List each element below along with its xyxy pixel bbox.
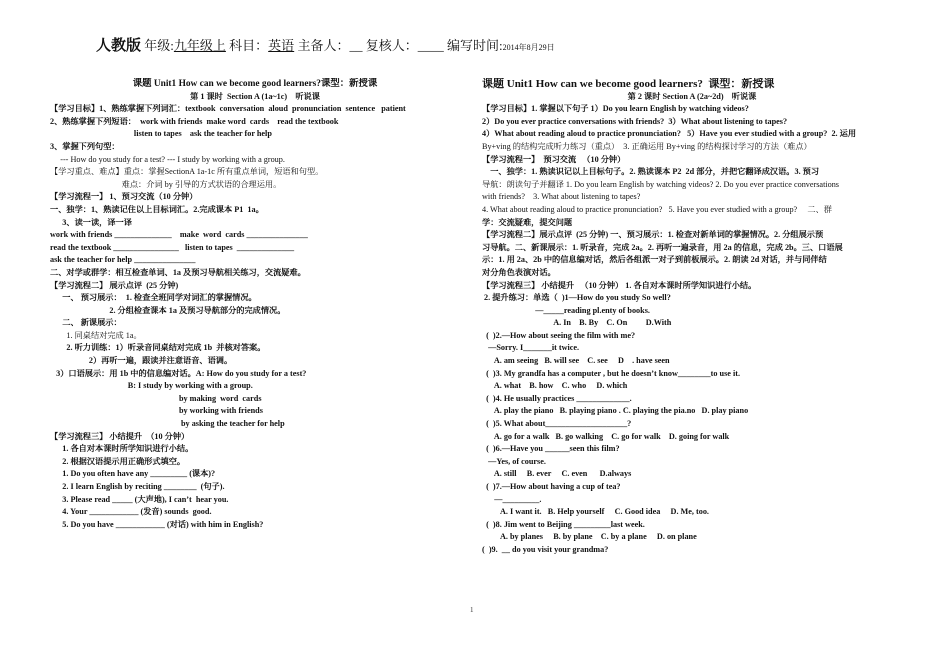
right-text-line: 导航：朗读句子并翻译 1. Do you learn English by watching videos? 2. Do you ever practice conversations [482,179,839,189]
right-text-line: 【学习目标】1. 掌握以下句子 1）Do you learn English by watching videos? [482,104,749,114]
right-text-line: 示：1. 用 2a、2b 中的信息编对话，然后各组派一对子到前板展示。2. 朗读 2d 对话，并与同伴结 [482,255,827,265]
left-text-line: 【学习重点、难点】重点：掌握SectionA 1a-1c 所有重点单词，短语和句型。 [50,167,324,177]
grade-value: 九年级上 [173,38,226,53]
time-value: 2014年8月29日 [502,43,555,52]
time-label: 编写时间: [443,38,503,53]
left-text-line: 【学习流程一】 1、预习交流（10 分钟） [50,192,198,202]
left-text-line: by asking the teacher for help [50,419,285,429]
left-text-line: 二、对学或群学：相互检查单词、1a 及预习导航相关练习，交流疑难。 [50,267,306,277]
right-text-line: 对分角色表演对话。 [482,267,556,277]
right-text-line: ( )6.—Have you ______seen this film? [482,444,620,454]
left-text-line: 5. Do you have ____________ (对话) with him in English? [50,519,264,529]
left-text-line: ask the teacher for help _______________ [50,255,196,265]
right-text-line: —_________. [482,494,542,504]
grade-label: 年级: [141,38,174,53]
right-text-line: A. what B. how C. who D. which [482,381,628,391]
left-text-line: 【学习流程二】 展示点评 (25 分钟) [50,280,179,290]
right-text-line: ( )7.—How about having a cup of tea? [482,482,621,491]
left-text-line: 4. Your ____________ (发音) sounds good. [50,507,212,517]
left-text-line: 2. 分组检查课本 1a 及预习导航部分的完成情况。 [50,305,286,315]
left-text-line: 【学习目标】1、熟练掌握下列词汇：textbook conversation aloud pronunciation sentence patient [50,104,406,114]
right-text-line: —_____reading pl.enty of books. [482,305,650,315]
page-number: 1 [470,606,474,614]
right-text-line: A. am seeing B. will see C. see D . have seen [482,356,670,366]
left-text-line: 二、 新课展示： [50,318,122,328]
review-blank: ____ [417,38,444,53]
review-label: 复核人： [362,38,418,53]
right-text-line: A. still B. ever C. even D.always [482,469,632,479]
left-text-line: 一、独学：1、熟读记住以上目标词汇。2.完成课本 P1 1a。 [50,204,264,214]
right-text-line: —Sorry. I_______it twice. [482,343,580,353]
subject-value: 英语 [268,38,295,53]
right-text-line: A. go for a walk B. go walking C. go for walk D. going for walk [482,431,730,441]
right-column [482,78,902,557]
left-text-line: 1. 同桌结对完成 1a。 [50,330,142,340]
left-text-line: 2. 根据汉语提示用正确形式填空。 [50,456,186,466]
right-text-line: 【学习流程三】 小结提升 （10 分钟） 1. 各自对本课时所学知识进行小结。 [482,280,757,290]
left-text-line: 第 1 课时 Section A (1a~1c) 听说课 [190,91,320,101]
left-text-line: 难点：介词 by 引导的方式状语的合理运用。 [50,179,282,189]
right-text-line: A. I want it. B. Help yourself C. Good idea D. Me, too. [482,507,709,517]
right-text-line: 2）Do you ever practice conversations with friends? 3）What about listening to tapes? [482,116,788,126]
right-text-line: —Yes, of course. [482,456,546,466]
left-text-line: 3）口语展示：用 1b 中的信息编对话。A: How do you study for a test? [50,368,307,378]
right-text-line: 习导航。二、新课展示：1. 听录音，完成 2a。2. 再听一遍录音，用 2a 的信息，完成 2b。三、口语展 [482,242,843,252]
left-text-line: 一、 预习展示： 1. 检查全班同学对词汇的掌握情况。 [50,293,257,303]
right-text-line: 2. 提升练习：单选（ )1—How do you study So well? [482,293,671,303]
left-text-line: read the textbook ________________ listen to tapes ______________ [50,242,295,252]
right-text-line: with friends? 3. What about listening to tapes? [482,192,641,202]
left-text-line: B: I study by working with a group. [50,381,253,391]
right-text-line: A. by planes B. by plane C. by a plane D. on plane [482,532,697,542]
left-text-line: 3. Please read _____ (大声地), I can’t hear you. [50,494,229,504]
left-column [50,78,460,531]
left-text-line: 2、熟练掌握下列短语： work with friends make word cards read the textbook [50,116,339,126]
subject-label: 科目： [225,38,269,53]
right-text-line: 课题 Unit1 How can we become good learners? 课型：新授课 [482,78,775,90]
left-text-line: by making word cards [50,393,262,403]
page-header [96,34,856,55]
right-text-line: ( )2.—How about seeing the film with me? [482,330,636,340]
left-text-line: 2. 听力训练：1）听录音同桌结对完成 1b 并核对答案。 [50,343,266,353]
left-text-line: 1. 各自对本课时所学知识进行小结。 [50,444,194,454]
left-text-line: 2. I learn English by reciting ________ (句子). [50,482,225,491]
publisher-label: 人教版 [96,38,142,54]
right-text-line: 【学习流程一】 预习交流 （10 分钟） [482,154,626,164]
left-text-line: 3、掌握下列句型： [50,141,120,151]
right-text-line: 4. What about reading aloud to practice pronunciation? 5. Have you ever studied with a group? 二、群 [482,204,832,214]
right-text-line: ( )9. __ do you visit your grandma? [482,544,609,554]
prep-label: 主备人： [294,38,350,53]
left-text-line: 2）再听一遍，跟读并注意语音、语调。 [50,356,233,366]
left-text-line: 课题 Unit1 How can we become good learners?课型：新授课 [132,79,378,89]
right-text-line: 一、独学：1. 熟读识记以上目标句子。2. 熟读课本 P2 2d 部分，并把它翻译成汉语。3. 预习 [482,167,820,177]
right-text-line: ( )8. Jim went to Beijing _________last week. [482,519,645,529]
left-text-line: work with friends ______________ make word cards _______________ [50,230,308,240]
left-text-line: 3、读一读，译一译 [50,217,132,227]
right-text-line: A. In B. By C. On D.With [482,318,672,328]
right-text-line: 学：交流疑难，提交问题 [482,217,573,227]
right-text-line: 第 2 课时 Section A (2a~2d) 听说课 [627,91,757,101]
prep-blank: __ [349,38,363,53]
left-text-line: listen to tapes ask the teacher for help [50,129,272,139]
left-text-line: --- How do you study for a test? --- I study by working with a group. [50,154,285,164]
right-text-line: By+ving 的结构完成听力练习（重点） 3. 正确运用 By+ving 的结构探讨学习的方法（难点） [482,141,812,151]
right-text-line: ( )3. My grandfa has a computer , but he doesn’t know________to use it. [482,368,740,378]
right-text-line: 4）What about reading aloud to practice pronunciation? 5）Have you ever studied with a group? 2. 运用 [482,129,857,139]
right-text-line: 【学习流程二】展示点评 (25 分钟) 一、预习展示：1. 检查对新单词的掌握情况。2. 分组展示预 [482,230,824,240]
right-text-line: ( )4. He usually practices _____________. [482,393,632,403]
left-text-line: 1. Do you often have any _________ (课本)? [50,469,216,479]
right-text-line: A. play the piano B. playing piano . C. playing the pia.no D. play piano [482,406,749,416]
left-text-line: by working with friends [50,406,263,416]
left-text-line: 【学习流程三】 小结提升 （10 分钟） [50,431,190,441]
right-text-line: ( )5. What about____________________? [482,419,632,429]
